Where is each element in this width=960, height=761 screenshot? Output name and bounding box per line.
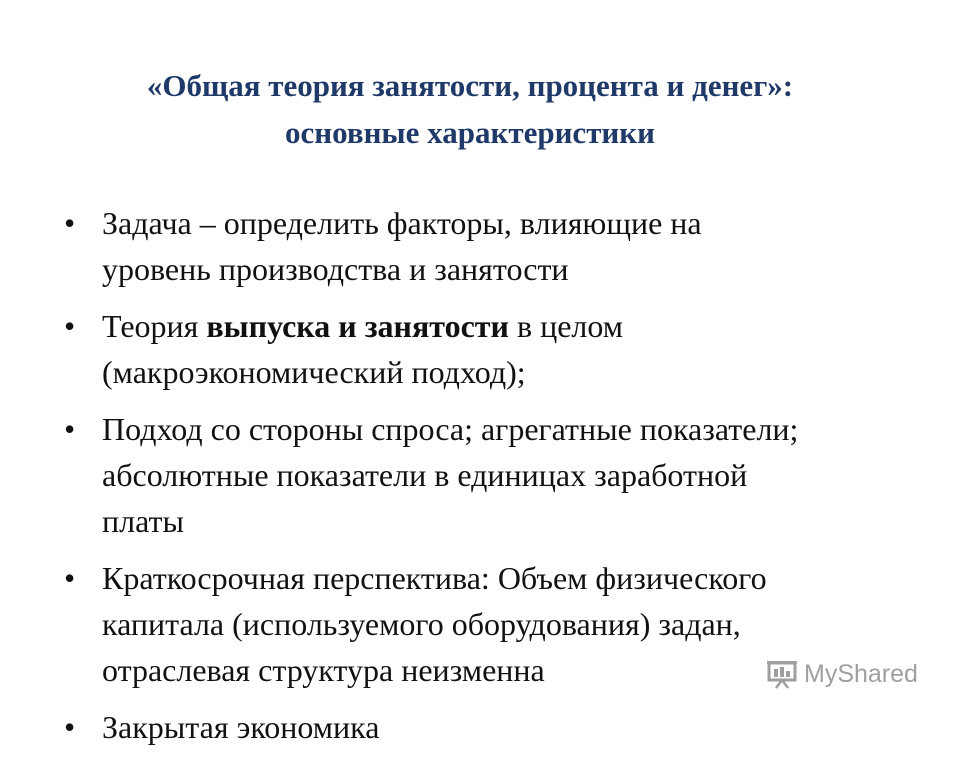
- bullet-text-line: Краткосрочная перспектива: Объем физического: [102, 560, 767, 596]
- bullet-dot: •: [64, 560, 76, 596]
- bullet-text-line: [102, 303, 942, 349]
- bullet-item-theory: [62, 303, 942, 395]
- watermark: [766, 656, 918, 692]
- presentation-board-icon: [766, 659, 798, 689]
- bullet-dot: •: [64, 411, 76, 447]
- bullet-text-line: Задача – определить факторы, влияющие на: [102, 205, 702, 241]
- bullet-text-line: Закрытая экономика: [102, 709, 380, 745]
- bullet-text-line: уровень производства и занятости: [102, 251, 569, 287]
- bullet-text-plain: Теория: [102, 308, 207, 344]
- bullet-dot: •: [64, 205, 76, 241]
- slide-title-line-1: «Общая теория занятости, процента и денег»:: [146, 68, 794, 103]
- bullet-dot: •: [64, 709, 76, 745]
- bullet-text-line: абсолютные показатели в единицах заработной: [102, 457, 748, 493]
- bullet-text-line: платы: [102, 503, 184, 539]
- slide-title: [60, 62, 880, 156]
- bullet-text-plain: в целом: [508, 308, 623, 344]
- watermark-text: MyShared: [804, 659, 918, 688]
- bullet-text-line: Подход со стороны спроса; агрегатные показатели;: [102, 411, 799, 447]
- bullet-item-closed-economy: [62, 704, 942, 750]
- bullet-item-task: [62, 200, 942, 292]
- bullet-text-line: капитала (используемого оборудования) задан,: [102, 606, 741, 642]
- bullet-text-line: (макроэкономический подход);: [102, 354, 526, 390]
- bullet-item-demand-approach: [62, 406, 942, 544]
- bullet-dot: •: [64, 308, 76, 344]
- bullet-text-bold: выпуска и занятости: [206, 308, 509, 344]
- bullet-text-line: отраслевая структура неизменна: [102, 652, 545, 688]
- slide-title-line-2: основные характеристики: [284, 115, 656, 150]
